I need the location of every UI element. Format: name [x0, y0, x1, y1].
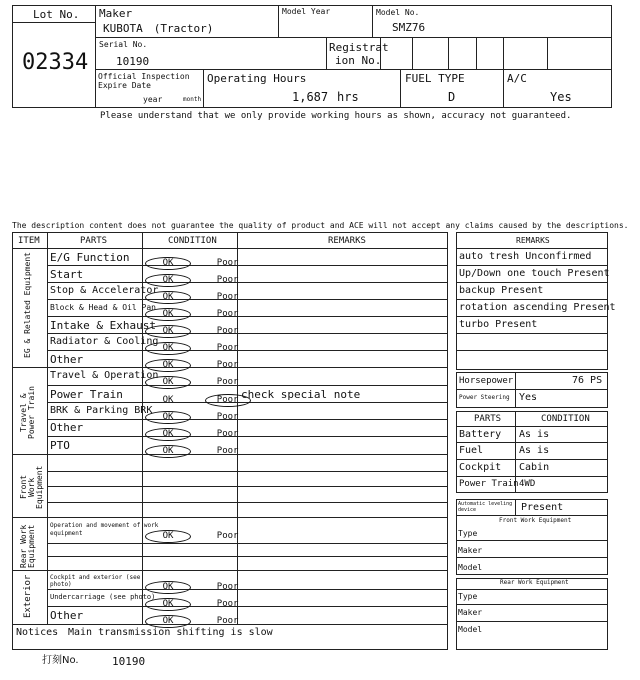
- remark-line: rotation ascending Present: [459, 302, 616, 313]
- auto-leveling-value: Present: [521, 502, 564, 513]
- part-block-head: Block & Head & Oil Pan: [50, 303, 156, 312]
- part-cond: As is: [519, 429, 550, 440]
- group-divider: [12, 517, 448, 518]
- part-name: Battery: [459, 429, 502, 440]
- col-remarks-header: REMARKS: [328, 236, 366, 246]
- front-work-title: Front Work Equipment: [499, 517, 572, 524]
- ok-circled: OK: [145, 598, 191, 611]
- poor-label: Poor: [216, 326, 239, 336]
- row-divider: [47, 543, 448, 544]
- ok-circled: OK: [145, 530, 191, 543]
- remark-line: backup Present: [459, 285, 544, 296]
- part-rear-operation: Operation and movement of work: [50, 522, 159, 529]
- condition-header: CONDITION: [541, 414, 590, 424]
- col-parts-header: PARTS: [80, 236, 108, 246]
- header-divider: [12, 22, 95, 23]
- serial-no-label: Serial No.: [99, 40, 148, 49]
- registration-label-2: ion No.: [335, 54, 382, 67]
- ok-circled: OK: [145, 308, 191, 321]
- condition-cell: [145, 369, 251, 389]
- part-eg-other: Other: [50, 353, 84, 366]
- part-name: Cockpit: [459, 462, 502, 473]
- group-divider: [12, 570, 448, 571]
- ok-label: OK: [162, 395, 174, 405]
- poor-label: Poor: [216, 446, 239, 456]
- auto-leveling-label-2: device: [458, 507, 477, 513]
- header-divider: [547, 37, 548, 69]
- part-radiator-cooling: Radiator & Cooling: [50, 336, 159, 347]
- ok-circled: OK: [145, 445, 191, 458]
- parts-header: PARTS: [474, 414, 502, 424]
- poor-label: Poor: [216, 531, 239, 541]
- ok-circled: OK: [145, 342, 191, 355]
- registration-label: Registrat: [329, 41, 389, 54]
- poor-label: Poor: [216, 360, 239, 370]
- auto-leveling-label: Automatic leveling: [458, 501, 513, 507]
- part-travel-operation: Travel & Operation: [50, 370, 159, 381]
- lot-no-value: 02334: [22, 50, 89, 75]
- part-cond: Cabin: [519, 462, 550, 473]
- horsepower-label: Horsepower: [459, 376, 514, 386]
- ac-label: A/C: [507, 72, 527, 85]
- rear-divider: [456, 604, 608, 605]
- poor-label: Poor: [216, 275, 239, 285]
- rear-model-label: Model: [458, 625, 483, 634]
- ok-circled: OK: [145, 581, 191, 594]
- ok-circled: OK: [145, 428, 191, 441]
- remark-power-train: check special note: [241, 388, 361, 401]
- condition-cell: [145, 438, 251, 458]
- group-label-rear: Rear Work Equipment: [19, 524, 36, 568]
- hours-accuracy-note: Please understand that we only provide working hours as shown, accuracy not guaranteed.: [100, 111, 572, 121]
- front-type-label: Type: [458, 529, 478, 538]
- fuel-type-label: FUEL TYPE: [405, 72, 465, 85]
- ok-circled: OK: [145, 411, 191, 424]
- col-item-header: ITEM: [18, 236, 40, 246]
- part-rear-operation-2: equipment: [50, 530, 83, 537]
- lot-no-label: Lot No.: [33, 8, 80, 21]
- parts-divider: [456, 426, 608, 427]
- row-divider: [47, 556, 448, 557]
- part-cond: As is: [519, 445, 550, 456]
- group-label-travel: Travel & Power Train: [19, 386, 36, 440]
- group-label-front: Front Work Equipment: [19, 465, 44, 509]
- disclaimer: The description content does not guarantee the quality of product and ACE will not accept any claims caused by the descriptions.: [12, 221, 629, 230]
- poor-label: Poor: [216, 412, 239, 422]
- front-divider: [515, 499, 516, 515]
- remarks-divider: [456, 248, 608, 249]
- ok-circled: OK: [145, 615, 191, 628]
- front-divider: [456, 540, 608, 541]
- poor-label: Poor: [216, 429, 239, 439]
- rear-maker-label: Maker: [458, 608, 483, 617]
- model-no-value: SMZ76: [392, 21, 426, 34]
- month-label: month: [183, 96, 202, 103]
- notices-value: Main transmission shifting is slow: [68, 627, 273, 638]
- header-divider: [95, 5, 96, 108]
- poor-label: Poor: [216, 599, 239, 609]
- rear-divider: [456, 621, 608, 622]
- inspection-label-2: Expire Date: [98, 81, 151, 90]
- maker-value: KUBOTA (Tractor): [103, 22, 214, 35]
- maker-label: Maker: [99, 7, 133, 20]
- hours-unit: hrs: [337, 90, 359, 104]
- remark-line: turbo Present: [459, 319, 538, 330]
- part-eg-function: E/G Function: [50, 251, 130, 264]
- part-start: Start: [50, 268, 84, 281]
- part-intake-exhaust: Intake & Exhaust: [50, 319, 156, 332]
- inspection-label: Official Inspection: [98, 72, 190, 81]
- poor-circled: Poor: [205, 394, 251, 407]
- rear-work-title: Rear Work Equipment: [500, 579, 569, 586]
- header-divider: [448, 37, 449, 69]
- remarks-divider: [456, 299, 608, 300]
- header-divider: [372, 5, 373, 37]
- group-label-eg: EG & Related Equipment: [23, 252, 32, 358]
- ok-circled: OK: [145, 376, 191, 389]
- hours-label: Operating Hours: [207, 72, 307, 85]
- parts-divider: [456, 476, 608, 477]
- part-undercarriage: Undercarriage (see photo): [50, 593, 156, 601]
- row-divider: [47, 471, 448, 472]
- remark-line: auto tresh Unconfirmed: [459, 251, 592, 262]
- header-divider: [476, 37, 477, 69]
- ok-circled: OK: [145, 274, 191, 287]
- front-divider: [456, 557, 608, 558]
- row-divider: [47, 502, 448, 503]
- remarks-divider: [456, 350, 608, 351]
- header-divider: [503, 37, 504, 108]
- model-no-label: Model No.: [376, 8, 420, 17]
- rear-type-label: Type: [458, 592, 478, 601]
- part-cockpit-exterior-2: photo): [50, 581, 72, 588]
- fuel-type-value: D: [448, 90, 456, 104]
- header-divider: [278, 5, 279, 37]
- col-condition-header: CONDITION: [168, 236, 217, 246]
- part-travel-other: Other: [50, 421, 84, 434]
- table-divider: [47, 232, 48, 624]
- part-name: Power Train: [459, 479, 519, 489]
- hours-value: 1,687: [292, 90, 329, 104]
- part-exterior-other: Other: [50, 609, 84, 622]
- front-divider: [456, 515, 608, 516]
- header-divider: [95, 37, 612, 38]
- part-stop-accelerator: Stop & Accelerator: [50, 285, 159, 296]
- remarks-panel-title: REMARKS: [516, 236, 550, 245]
- power-steering-label: Power Steering: [459, 394, 510, 401]
- header-divider: [400, 69, 401, 108]
- remark-line: Up/Down one touch Present: [459, 268, 610, 279]
- group-label-exterior: Exterior: [23, 574, 33, 618]
- ok-circled: OK: [145, 359, 191, 372]
- notices-label: Notices: [16, 627, 59, 638]
- header-divider: [326, 37, 327, 69]
- poor-label: Poor: [216, 582, 239, 592]
- part-cockpit-exterior: Cockpit and exterior (see: [50, 574, 141, 581]
- rear-divider: [456, 589, 608, 590]
- header-divider: [203, 69, 204, 108]
- remarks-divider: [456, 333, 608, 334]
- remarks-divider: [456, 316, 608, 317]
- ac-value: Yes: [550, 90, 572, 104]
- poor-label: Poor: [216, 343, 239, 353]
- poor-label: Poor: [216, 258, 239, 268]
- part-power-train: Power Train: [50, 388, 123, 401]
- parts-divider: [456, 459, 608, 460]
- table-divider: [12, 248, 448, 249]
- poor-label: Poor: [216, 377, 239, 387]
- ok-circled: OK: [145, 325, 191, 338]
- remarks-divider: [456, 265, 608, 266]
- power-steering-value: Yes: [519, 392, 538, 403]
- parts-divider: [456, 442, 608, 443]
- header-divider: [412, 37, 413, 69]
- front-maker-label: Maker: [458, 546, 483, 555]
- horsepower-value: 76 PS: [572, 375, 603, 386]
- stamp-value: 10190: [112, 655, 146, 668]
- part-name: Fuel: [459, 445, 484, 456]
- poor-label: Poor: [216, 616, 239, 626]
- stamp-label: 打刻No.: [42, 655, 79, 666]
- hp-divider: [456, 389, 608, 390]
- year-label: year: [143, 95, 163, 104]
- part-brk-parking: BRK & Parking BRK: [50, 405, 153, 416]
- hp-divider: [515, 372, 516, 408]
- poor-label: Poor: [216, 292, 239, 302]
- condition-cell: [145, 523, 251, 543]
- row-divider: [47, 486, 448, 487]
- front-model-label: Model: [458, 563, 483, 572]
- poor-label: Poor: [216, 309, 239, 319]
- remarks-divider: [456, 282, 608, 283]
- ok-circled: OK: [145, 257, 191, 270]
- part-cond: 4WD: [519, 479, 536, 489]
- serial-no-value: 10190: [116, 55, 150, 68]
- condition-cell: [145, 608, 251, 628]
- ok-circled: OK: [145, 291, 191, 304]
- part-pto: PTO: [50, 439, 70, 452]
- model-year-label: Model Year: [282, 7, 331, 16]
- header-divider: [95, 69, 612, 70]
